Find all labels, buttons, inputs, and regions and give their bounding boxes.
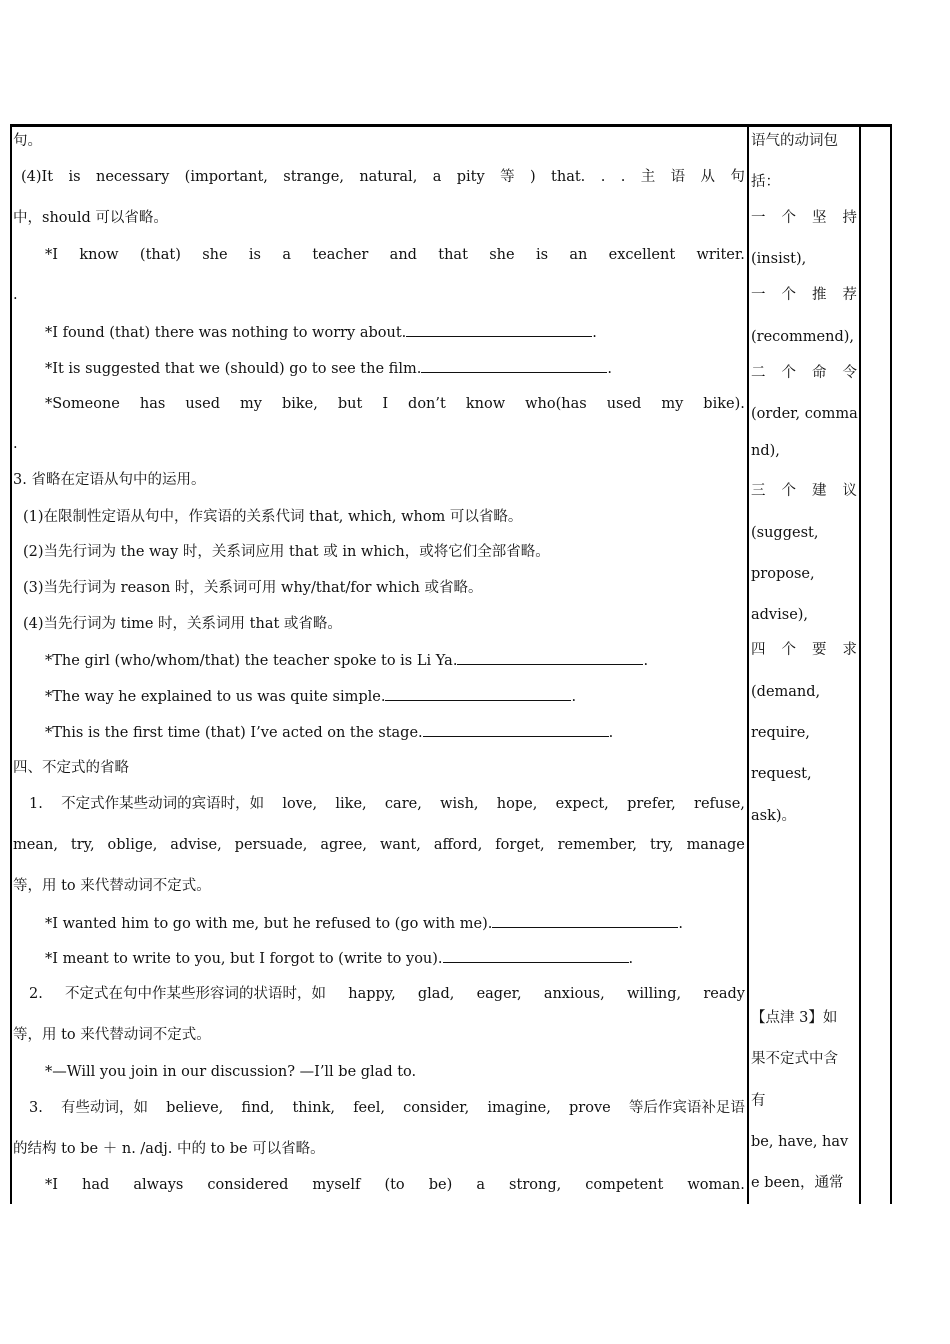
word: has [139, 396, 166, 412]
word: 要 [812, 642, 827, 658]
side-note-line: (demand, [751, 684, 821, 700]
section-heading: 3. 省略在定语从句中的运用。 [13, 472, 206, 488]
word: 等 [500, 169, 515, 185]
answer-blank[interactable] [421, 358, 607, 373]
answer-blank[interactable] [492, 913, 678, 928]
word: know [79, 247, 119, 263]
word: my [661, 396, 684, 412]
word: 二 [751, 365, 766, 381]
text-line: 等，用 to 来代替动词不定式。 [13, 1027, 211, 1043]
example-sentence [45, 358, 612, 379]
word: pity [456, 169, 485, 185]
word: that [438, 247, 468, 263]
word: think, [292, 1100, 336, 1116]
side-note-line: e been，通常 [751, 1175, 844, 1191]
word: 个 [781, 287, 796, 303]
word: forget, [495, 837, 545, 853]
word: strong, [509, 1177, 562, 1193]
word: find, [241, 1100, 275, 1116]
word: oblige, [107, 837, 158, 853]
word: 一 [751, 287, 766, 303]
example-sentence [45, 322, 597, 343]
word: a [282, 247, 291, 263]
text-line: 中，should 可以省略。 [13, 210, 168, 226]
blank-period: . [607, 361, 612, 377]
blank-period: . [643, 653, 649, 669]
word: manage [686, 837, 745, 853]
word: teacher [312, 247, 369, 263]
word: 句 [730, 169, 745, 185]
word: prefer, [627, 796, 676, 812]
word: woman. [687, 1177, 745, 1193]
answer-blank[interactable] [443, 948, 629, 963]
word: care, [384, 796, 422, 812]
answer-blank[interactable] [406, 322, 592, 337]
word: *Someone [45, 396, 120, 412]
word: myself [312, 1177, 361, 1193]
text-line: 的结构 to be ＋ n. /adj. 中的 to be 可以省略。 [13, 1141, 325, 1157]
side-note-line: 语气的动词包 [751, 133, 838, 149]
word: *I [45, 247, 58, 263]
sentence-text: *It is suggested that we (should) go to see the film. [45, 361, 422, 377]
sentence-text: *I wanted him to go with me, but he refused to (go with me). [45, 916, 493, 932]
word: ) [529, 169, 536, 185]
side-note-line: (order, comma [751, 406, 858, 422]
word: my [240, 396, 262, 412]
word: afford, [433, 837, 483, 853]
word: 个 [781, 483, 796, 499]
example-sentence [45, 913, 683, 934]
answer-blank[interactable] [385, 686, 571, 701]
word: willing, [626, 986, 682, 1002]
text-line: . [13, 287, 18, 303]
text-line: (2)当先行词为 the way 时，关系词应用 that 或 in which，或将它们全部省略。 [23, 544, 550, 560]
text-line: (3)当先行词为 reason 时，关系词可用 why/that/for which 或省略。 [23, 580, 483, 596]
example-sentence: *—Will you join in our discussion? —I’ll be glad to. [45, 1064, 417, 1080]
sentence-text: *I found (that) there was nothing to worry about. [45, 325, 407, 341]
word: is [535, 247, 549, 263]
word: is [248, 247, 261, 263]
column-divider-right [859, 127, 861, 1204]
word: always [133, 1177, 184, 1193]
word: used [185, 396, 220, 412]
word: hope, [496, 796, 538, 812]
word: love, [282, 796, 318, 812]
word: want, [379, 837, 421, 853]
example-sentence [45, 722, 613, 743]
side-note-line [751, 285, 857, 305]
text-line [29, 984, 745, 1004]
word: 不定式在句中作某些形容词的状语时，如 [65, 986, 327, 1002]
word: try, [70, 837, 95, 853]
word: 语 [670, 169, 686, 185]
side-note-line [751, 208, 857, 228]
word: necessary [95, 169, 170, 185]
word: 等后作宾语补足语 [628, 1100, 745, 1116]
side-note-line: (insist), [751, 251, 807, 267]
word: glad, [417, 986, 455, 1002]
blank-period: . [678, 916, 683, 932]
side-note-line: require, [751, 725, 810, 741]
word: believe, [166, 1100, 224, 1116]
side-note-line: propose, [751, 566, 815, 582]
word: 荐 [842, 287, 857, 303]
answer-blank[interactable] [457, 650, 643, 665]
word: (to [384, 1177, 405, 1193]
text-line: 等，用 to 来代替动词不定式。 [13, 878, 211, 894]
word: imagine, [487, 1100, 551, 1116]
word: 四 [751, 642, 766, 658]
word: 三 [751, 483, 766, 499]
side-note-line [751, 363, 857, 383]
word: that. [551, 169, 586, 185]
word: try, [650, 837, 674, 853]
word: like, [335, 796, 367, 812]
blank-period: . [592, 325, 597, 341]
word: I [382, 396, 389, 412]
word: 有些动词，如 [61, 1100, 148, 1116]
text-line: (4)当先行词为 time 时，关系词用 that 或省略。 [23, 616, 342, 632]
word: remember, [557, 837, 638, 853]
side-note-line: (recommend), [751, 329, 854, 345]
word: bike, [281, 396, 318, 412]
word: persuade, [234, 837, 308, 853]
side-note-line: ask)。 [751, 808, 797, 824]
side-note-line [751, 481, 857, 501]
word: strange, [283, 169, 344, 185]
side-note-line [751, 640, 857, 660]
side-note-line: advise), [751, 607, 809, 623]
word: prove [569, 1100, 611, 1116]
word: (important, [184, 169, 268, 185]
word: used [606, 396, 642, 412]
blank-period: . [608, 725, 614, 741]
word: feel, [353, 1100, 385, 1116]
word: 主 [640, 169, 656, 185]
word: 议 [842, 483, 857, 499]
side-note-line: nd), [751, 443, 780, 459]
text-line [29, 1098, 745, 1118]
word: she [202, 247, 228, 263]
section-heading: 四、不定式的省略 [13, 760, 129, 776]
text-line: 句。 [13, 133, 42, 149]
word: 2. [29, 986, 43, 1002]
word: happy, [348, 986, 396, 1002]
text-line [13, 835, 745, 855]
word: 求 [842, 642, 857, 658]
side-note-line: request, [751, 766, 812, 782]
sentence-text: *This is the first time (that) I’ve acted on the stage. [45, 725, 423, 741]
word: 推 [812, 287, 827, 303]
side-note-line: 有 [751, 1093, 766, 1109]
word: expect, [555, 796, 609, 812]
side-note-line: 括： [751, 174, 780, 190]
example-sentence [45, 394, 745, 414]
word: (that) [139, 247, 181, 263]
word: anxious, [543, 986, 605, 1002]
word: excellent [608, 247, 676, 263]
word: 坚 [812, 210, 827, 226]
word: is [68, 169, 81, 185]
table-top-border [10, 124, 892, 127]
side-note-line: be, have, hav [751, 1134, 849, 1150]
word: competent [585, 1177, 664, 1193]
example-sentence [45, 686, 576, 707]
word: 个 [781, 365, 796, 381]
word: refuse, [694, 796, 745, 812]
word: 建 [812, 483, 827, 499]
word: a [432, 169, 442, 185]
word: writer. [696, 247, 745, 263]
side-note-line: 果不定式中含 [751, 1051, 838, 1067]
word: 个 [781, 210, 796, 226]
word: 个 [781, 642, 796, 658]
word: 一 [751, 210, 766, 226]
word: a [476, 1177, 485, 1193]
word: . [600, 169, 606, 185]
table-right-border [890, 127, 892, 1204]
word: bike). [703, 396, 745, 412]
word: who(has [525, 396, 587, 412]
text-line: . [13, 436, 18, 452]
example-sentence [45, 245, 745, 265]
word: mean, [13, 837, 58, 853]
text-line [29, 794, 745, 814]
blank-period: . [571, 689, 577, 705]
word: natural, [359, 169, 418, 185]
example-sentence [45, 948, 633, 969]
word: . [620, 169, 626, 185]
word: advise, [170, 837, 222, 853]
word: had [82, 1177, 110, 1193]
word: know [465, 396, 506, 412]
word: 不定式作某些动词的宾语时，如 [61, 796, 265, 812]
word: 1. [29, 796, 43, 812]
blank-period: . [628, 951, 634, 967]
sentence-text: *The girl (who/whom/that) the teacher spoke to is Li Ya. [45, 653, 458, 669]
word: 持 [842, 210, 857, 226]
example-sentence [45, 650, 648, 671]
side-note-line: (suggest, [751, 525, 819, 541]
word: be) [428, 1177, 453, 1193]
word: considered [207, 1177, 289, 1193]
sentence-text: *The way he explained to us was quite simple. [45, 689, 386, 705]
word: and [389, 247, 417, 263]
word: ready [703, 986, 745, 1002]
table-left-border [10, 127, 12, 1204]
column-divider [747, 127, 749, 1204]
word: 命 [812, 365, 827, 381]
word: (4)It [21, 169, 54, 185]
document-table [10, 124, 892, 1204]
answer-blank[interactable] [423, 722, 609, 737]
word: consider, [403, 1100, 470, 1116]
word: 从 [700, 169, 715, 185]
word: but [337, 396, 363, 412]
word: 令 [842, 365, 857, 381]
word: 3. [29, 1100, 43, 1116]
word: don’t [408, 396, 446, 412]
example-sentence [45, 1175, 745, 1195]
tip-heading: 【点津 3】如 [751, 1010, 838, 1026]
text-line [21, 167, 745, 187]
word: eager, [476, 986, 522, 1002]
word: she [489, 247, 515, 263]
text-line: (1)在限制性定语从句中，作宾语的关系代词 that, which, whom 可以省略。 [23, 509, 523, 525]
word: agree, [320, 837, 367, 853]
word: *I [45, 1177, 58, 1193]
word: wish, [440, 796, 479, 812]
sentence-text: *I meant to write to you, but I forgot to (write to you). [45, 951, 443, 967]
word: an [569, 247, 588, 263]
